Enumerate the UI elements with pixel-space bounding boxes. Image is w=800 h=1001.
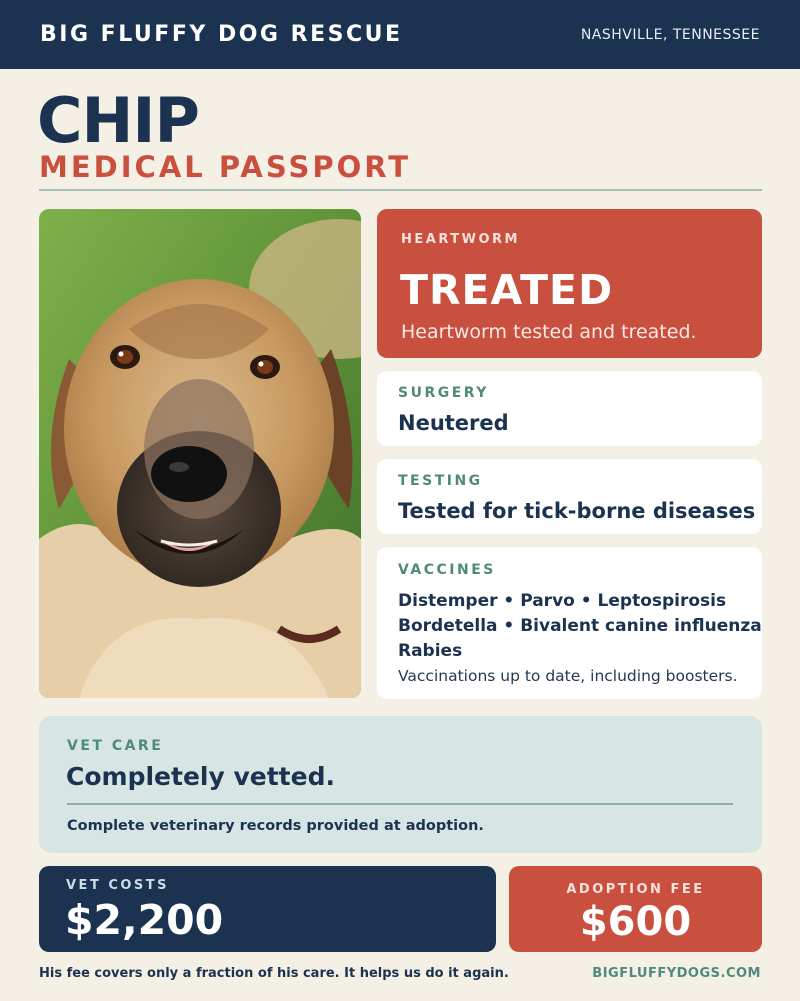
vaccines-list — [398, 589, 762, 664]
vet-care-panel — [39, 716, 762, 853]
surgery-value: Neutered — [398, 411, 509, 435]
location: NASHVILLE, TENNESSEE — [580, 26, 760, 43]
vaccines-line: Rabies — [398, 641, 463, 661]
passport-subtitle: MEDICAL PASSPORT — [39, 150, 412, 184]
surgery-card — [377, 371, 762, 446]
surgery-label: SURGERY — [398, 385, 489, 401]
heartworm-label: HEARTWORM — [401, 232, 520, 247]
footer-website: BIGFLUFFYDOGS.COM — [592, 966, 761, 981]
vaccines-line: Bordetella • Bivalent canine influenza — [398, 616, 762, 636]
testing-value: Tested for tick-borne diseases — [398, 499, 756, 523]
adoption-fee-amount: $600 — [579, 899, 692, 945]
vaccines-label: VACCINES — [398, 562, 496, 578]
dog-portrait-illustration — [39, 209, 361, 698]
title-divider — [39, 189, 762, 191]
vaccines-card — [377, 547, 762, 699]
testing-card — [377, 459, 762, 534]
org-name: BIG FLUFFY DOG RESCUE — [40, 22, 403, 47]
heartworm-description: Heartworm tested and treated. — [401, 321, 697, 343]
testing-label: TESTING — [398, 473, 483, 489]
vet-care-divider — [67, 803, 733, 805]
vet-care-note: Complete veterinary records provided at adoption. — [67, 818, 484, 834]
top-banner — [0, 0, 800, 69]
adoption-fee-panel — [509, 866, 762, 952]
heartworm-card — [377, 209, 762, 358]
vet-care-headline: Completely vetted. — [66, 762, 335, 791]
heartworm-status: TREATED — [400, 266, 614, 314]
vet-costs-amount: $2,200 — [65, 896, 224, 944]
dog-photo — [39, 209, 361, 698]
adoption-fee-label: ADOPTION FEE — [566, 882, 705, 897]
vet-costs-panel — [39, 866, 496, 952]
vaccines-note: Vaccinations up to date, including boosters. — [398, 667, 738, 685]
dog-name-title: CHIP — [37, 84, 199, 157]
vaccines-line: Distemper • Parvo • Leptospirosis — [398, 591, 727, 611]
vet-costs-label: VET COSTS — [66, 878, 170, 893]
footer-note: His fee covers only a fraction of his care. It helps us do it again. — [39, 966, 509, 981]
vet-care-label: VET CARE — [67, 738, 164, 754]
